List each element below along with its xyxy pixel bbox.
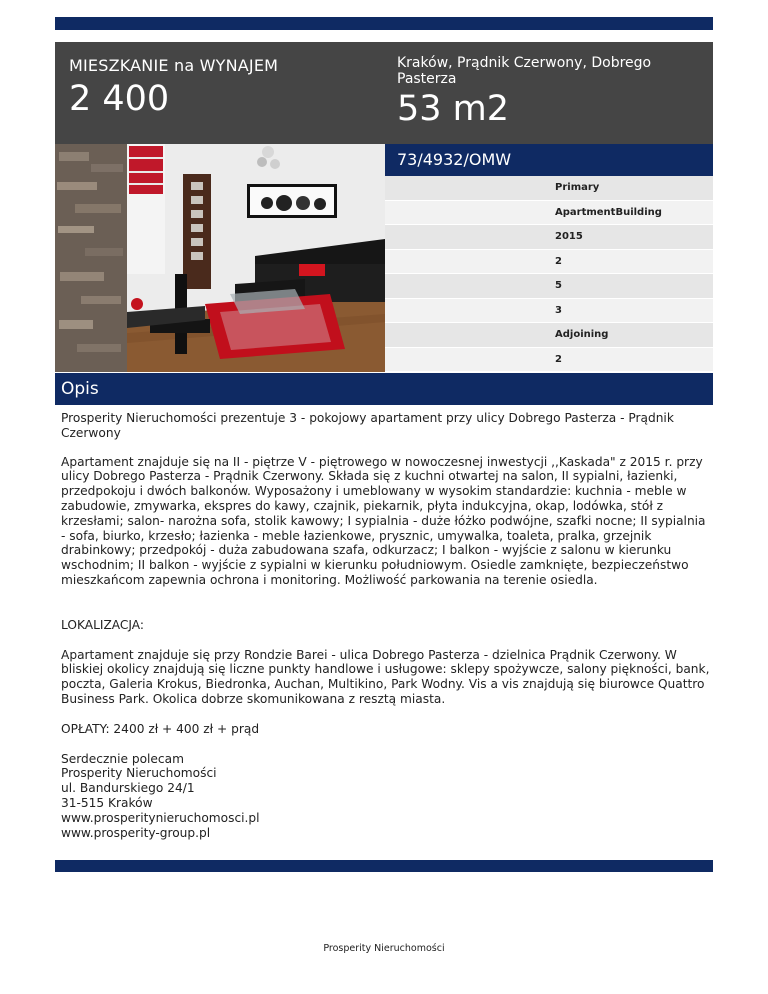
reference-number: 73/4932/OMW bbox=[385, 144, 713, 176]
website-link[interactable]: www.prosperity-group.pl bbox=[61, 825, 211, 840]
contact-line: Serdecznie polecam bbox=[61, 751, 184, 766]
section-title: Opis bbox=[55, 373, 713, 405]
detail-value: 2 bbox=[555, 353, 562, 365]
location-description: Apartament znajduje się przy Rondzie Barei - ulica Dobrego Pasterza - dzielnica Prądnik Czerwony. W bliskiej okolicy znajdują się liczne punkty handlowe i usługowe: sklepy spożywcze, salony piękności, bank, poczta, Galeria Krokus, Biedronka, Auchan, Multikino, Park Wodny. Vis a vis znajdują się biurowce Quattro Business Park. Okolica dobrze skomunikowana z resztą miasta. bbox=[61, 647, 710, 706]
listing-header bbox=[55, 42, 713, 144]
listing-type: MIESZKANIE na WYNAJEM bbox=[69, 56, 279, 75]
top-decorative-bar bbox=[55, 17, 713, 30]
description-intro: Prosperity Nieruchomości prezentuje 3 - pokojowy apartament przy ulicy Dobrego Pasterza - Prądnik Czerwony bbox=[61, 411, 674, 440]
fees: OPŁATY: 2400 zł + 400 zł + prąd bbox=[61, 721, 260, 736]
detail-row bbox=[385, 323, 713, 348]
detail-row bbox=[385, 299, 713, 324]
listing-price: 2 400 bbox=[69, 79, 170, 119]
detail-value: 2 bbox=[555, 255, 562, 267]
location-heading: LOKALIZACJA: bbox=[61, 617, 145, 632]
detail-value: Adjoining bbox=[555, 329, 609, 340]
website-link[interactable]: www.prosperitynieruchomosci.pl bbox=[61, 810, 260, 825]
apartment-photo bbox=[55, 144, 385, 372]
listing-location: Kraków, Prądnik Czerwony, Dobrego Pasterza bbox=[397, 55, 652, 87]
bottom-decorative-bar bbox=[55, 860, 713, 872]
detail-value: 5 bbox=[555, 280, 562, 291]
detail-row bbox=[385, 348, 713, 373]
contact-line: ul. Bandurskiego 24/1 bbox=[61, 781, 195, 796]
description bbox=[61, 411, 711, 840]
contact-line: 31-515 Kraków bbox=[61, 795, 153, 810]
footer: Prosperity Nieruchomości bbox=[323, 943, 445, 954]
detail-value: 3 bbox=[555, 304, 562, 316]
description-main: Apartament znajduje się na II - piętrze V - piętrowego w nowoczesnej inwestycji ,,Kaskada" z 2015 r. przy ulicy Dobrego Pasterza - Prądnik Czerwony. Składa się z kuchni otwartej na salon, II sypialni, łazienki, przedpokoju i dwóch balkonów. Wyposażony i umeblowany w wysokim standardzie: kuchnia - meble w zabudowie, zmywarka, ekspres do kawy, czajnik, piekarnik, płyta indukcyjna, okap, lodówka, stół z krzesłami; salon- narożna sofa, stolik kawowy; I sypialnia - duże łóżko podwójne, szafki nocne; II sypialnia - sofa, biurko, krzesło; łazienka - meble łazienkowe, prysznic, umywalka, toaleta, pralka, grzejnik drabinkowy; przedpokój - duża zabudowana szafa, odkurzacz; I balkon - wyjście z salonu w kierunku wschodnim; II balkon - wyjście z sypialni w kierunku południowym. Osiedle zamknięte, bezpieczeństwo mieszkańcom zapewnia ochrona i monitoring. Możliwość parkowania na terenie osiedla. bbox=[61, 454, 706, 587]
detail-value: ApartmentBuilding bbox=[555, 206, 662, 218]
detail-row bbox=[385, 176, 713, 201]
details-table bbox=[385, 176, 713, 372]
detail-row bbox=[385, 250, 713, 275]
detail-row bbox=[385, 225, 713, 250]
detail-row bbox=[385, 201, 713, 226]
listing-area: 53 m2 bbox=[397, 89, 510, 129]
detail-value: 2015 bbox=[555, 231, 583, 242]
detail-row bbox=[385, 274, 713, 299]
detail-value: Primary bbox=[555, 182, 600, 193]
contact-line: Prosperity Nieruchomości bbox=[61, 766, 217, 781]
